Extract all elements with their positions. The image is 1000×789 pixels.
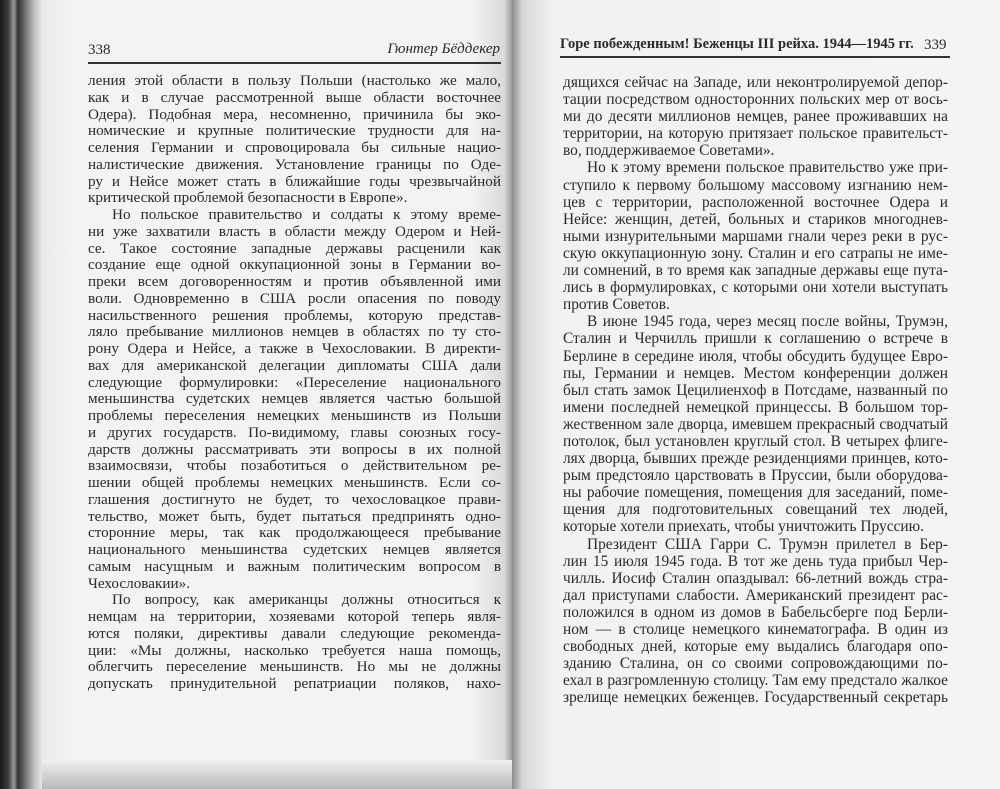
- text-line: тации посредством односторонних польских мер от вось-: [563, 91, 948, 109]
- text-line: дарств должны рассматривать эти вопросы в их полной: [88, 440, 501, 458]
- text-line: ления этой области в пользу Польши (настолько же мало,: [88, 72, 501, 89]
- text-line: положился в одном из домов в Бабельсберге под Берли-: [563, 603, 948, 621]
- text-line: В июне 1945 года, через месяц после войны, Трумэн,: [587, 313, 948, 331]
- text-line: лин 15 июля 1945 года. В тот же день туда прибыл Чер-: [563, 552, 948, 570]
- text-line: Одера). Подобная мера, несомненно, причинила бы эко-: [88, 105, 501, 123]
- page-bottom-shadow: [42, 760, 512, 789]
- text-line: скую оккупационную зону. Сталин и его сатрапы не име-: [563, 244, 948, 262]
- text-line: Чехословакии».: [88, 574, 191, 592]
- page-number-left: 338: [88, 42, 111, 58]
- text-line: пы, Германии и немцев. Местом конференции должен: [563, 364, 948, 382]
- text-line: критической проблемой безопасности в Европе».: [88, 189, 408, 207]
- header-rule-left: [88, 62, 501, 64]
- text-line: облегчить переселение меньшинств. Но мы не должны: [88, 658, 501, 676]
- text-line: се. Такое состояние западные державы расценили как: [88, 239, 501, 257]
- text-line: национального меньшинства судетских немцев является: [88, 541, 501, 558]
- text-line: был стать замок Цецилиенхоф в Потсдаме, названный по: [563, 381, 948, 399]
- text-line: самым насущным и важным политическим вопросом в: [88, 557, 501, 575]
- text-line: ру и Нейсе может стать в ближайшие годы чрезвычайной: [88, 172, 501, 190]
- text-line: Нейсе: женщин, детей, больных и стариков многоднев-: [563, 210, 948, 228]
- text-line: цев с территории, расположенной восточнее Одера и: [563, 193, 948, 211]
- text-line: чилль. Иосиф Сталин опаздывал: 66-летний вождь стра-: [563, 569, 948, 587]
- text-line: воли. Одновременно в США росли опасения по поводу: [88, 289, 501, 307]
- text-line: ляло пребывание миллионов немцев в областях по ту сто-: [88, 323, 501, 341]
- text-line: сторонние меры, так как продолжающееся пребывание: [88, 524, 501, 542]
- text-line: Но к этому времени польское правительство уже при-: [587, 159, 948, 177]
- text-line: Сталин и Черчилль пришли к соглашению о встрече в: [563, 330, 948, 348]
- text-line: как и в случае рассмотренной выше области восточнее: [88, 88, 501, 106]
- text-line: зданию Сталина, он со своими сопровождающими по-: [563, 655, 948, 673]
- text-line: Но польское правительство и солдаты к этому време-: [112, 206, 501, 223]
- book-edge-left: [0, 0, 42, 789]
- text-line: ступило к первому большому массовому изгнанию нем-: [563, 176, 948, 194]
- text-line: глашения достигнуто не будет, то чехословацкое прави-: [88, 490, 501, 508]
- text-line: дящихся сейчас на Западе, или неконтролируемой депор-: [563, 74, 948, 91]
- text-line: ны рабочие помещения, помещения для заседаний, поме-: [563, 484, 948, 502]
- text-line: имени последней немецкой принцессы. В большом тор-: [563, 398, 948, 416]
- header-rule-right: [560, 56, 950, 58]
- text-line: взаимосвязи, чтобы позаботиться о действительном ре-: [88, 457, 501, 475]
- text-line: свободных дней, которые ему выдались благодаря опо-: [563, 638, 948, 656]
- text-line: меньшинства судетских немцев является частью большой: [88, 390, 501, 408]
- text-line: проблемы переселения немецких меньшинств из Польши: [88, 407, 501, 424]
- text-line: и других государств. По-видимому, главы союзных госу-: [88, 423, 501, 441]
- text-line: ли сомнений, в то время как западные державы еще пута-: [563, 262, 948, 280]
- left-page-text: [88, 73, 501, 693]
- text-line: По вопросу, как американцы должны относиться к: [112, 591, 501, 609]
- text-line: территории, на которую притязает польское правительст-: [563, 125, 948, 143]
- text-line: создание еще одной оккупационной зоны в Германии во-: [88, 256, 501, 274]
- text-line: потолок, был установлен круглый стол. В четырех флиге-: [563, 432, 948, 450]
- text-line: лях дворца, бывших прежде резиденциями принцев, кото-: [563, 450, 948, 468]
- text-line: лись в формулировках, с которыми они хотели выступать: [563, 279, 948, 297]
- text-line: тельство, может быть, будет пытаться предпринять одно-: [88, 507, 501, 525]
- text-line: рым предстояло царствовать в Пруссии, были оборудова-: [563, 467, 948, 485]
- text-line: ми до десяти миллионов немцев, ранее проживавших на: [563, 108, 948, 126]
- text-line: номические и крупные политические трудности для на-: [88, 122, 501, 140]
- text-line: дал приступами слабости. Американский президент рас-: [563, 586, 948, 604]
- text-line: зрелище немецких беженцев. Государственный секретарь: [563, 689, 948, 707]
- running-head-chapter: Горе побежденным! Беженцы III рейха. 1944—1945 гг.: [560, 36, 914, 52]
- text-line: рону Одера и Нейсе, а также в Чехословакии. В директи-: [88, 340, 501, 357]
- text-line: жественном зале дворца, имевшем прекрасный сводчатый: [563, 415, 948, 433]
- page-number-right: 339: [924, 37, 947, 53]
- text-line: насильственного решения проблемы, которую представ-: [88, 306, 501, 324]
- text-line: ни уже захватили власть в области между Одером и Ней-: [88, 222, 501, 240]
- text-line: против Советов.: [563, 296, 670, 314]
- text-line: ции: «Мы должны, насколько требуется наша помощь,: [88, 641, 501, 659]
- text-line: налистические движения. Установление границы по Оде-: [88, 155, 501, 173]
- text-line: Президент США Гарри С. Трумэн прилетел в Бер-: [587, 535, 948, 553]
- text-line: Берлине в середине июля, чтобы обсудить будущее Евро-: [563, 347, 948, 365]
- text-line: ехал в разгромленную столицу. Там ему предстало жалкое: [563, 672, 948, 690]
- right-page-text: [563, 74, 948, 706]
- text-line: шении общей проблемы немецких меньшинств. Если со-: [88, 474, 501, 491]
- text-line: вах для американской делегации дипломаты США дали: [88, 356, 501, 374]
- running-head-author: Гюнтер Бёддекер: [387, 41, 500, 57]
- text-line: допускать принудительной репатриации поляков, нахо-: [88, 675, 501, 692]
- text-line: которые хотели приехать, чтобы уничтожить Пруссию.: [563, 518, 924, 536]
- text-line: немцам на территории, хозяевами которой теперь явля-: [88, 608, 501, 625]
- text-line: ном — в столице немецкого кинематографа. В один из: [563, 621, 948, 638]
- text-line: ются поляки, директивы давали следующие рекоменда-: [88, 624, 501, 642]
- text-line: селения Германии и спровоцировала бы сильные нацио-: [88, 139, 501, 156]
- text-line: во, поддерживаемое Советами».: [563, 142, 775, 160]
- text-line: ными изнурительными маршами гнали через реки в рус-: [563, 227, 948, 245]
- text-line: щения для подготовительных совещаний тех людей,: [563, 501, 948, 519]
- text-line: преки всем договоренностям и против объявленной ими: [88, 273, 501, 290]
- text-line: следующие формулировки: «Переселение национального: [88, 373, 501, 391]
